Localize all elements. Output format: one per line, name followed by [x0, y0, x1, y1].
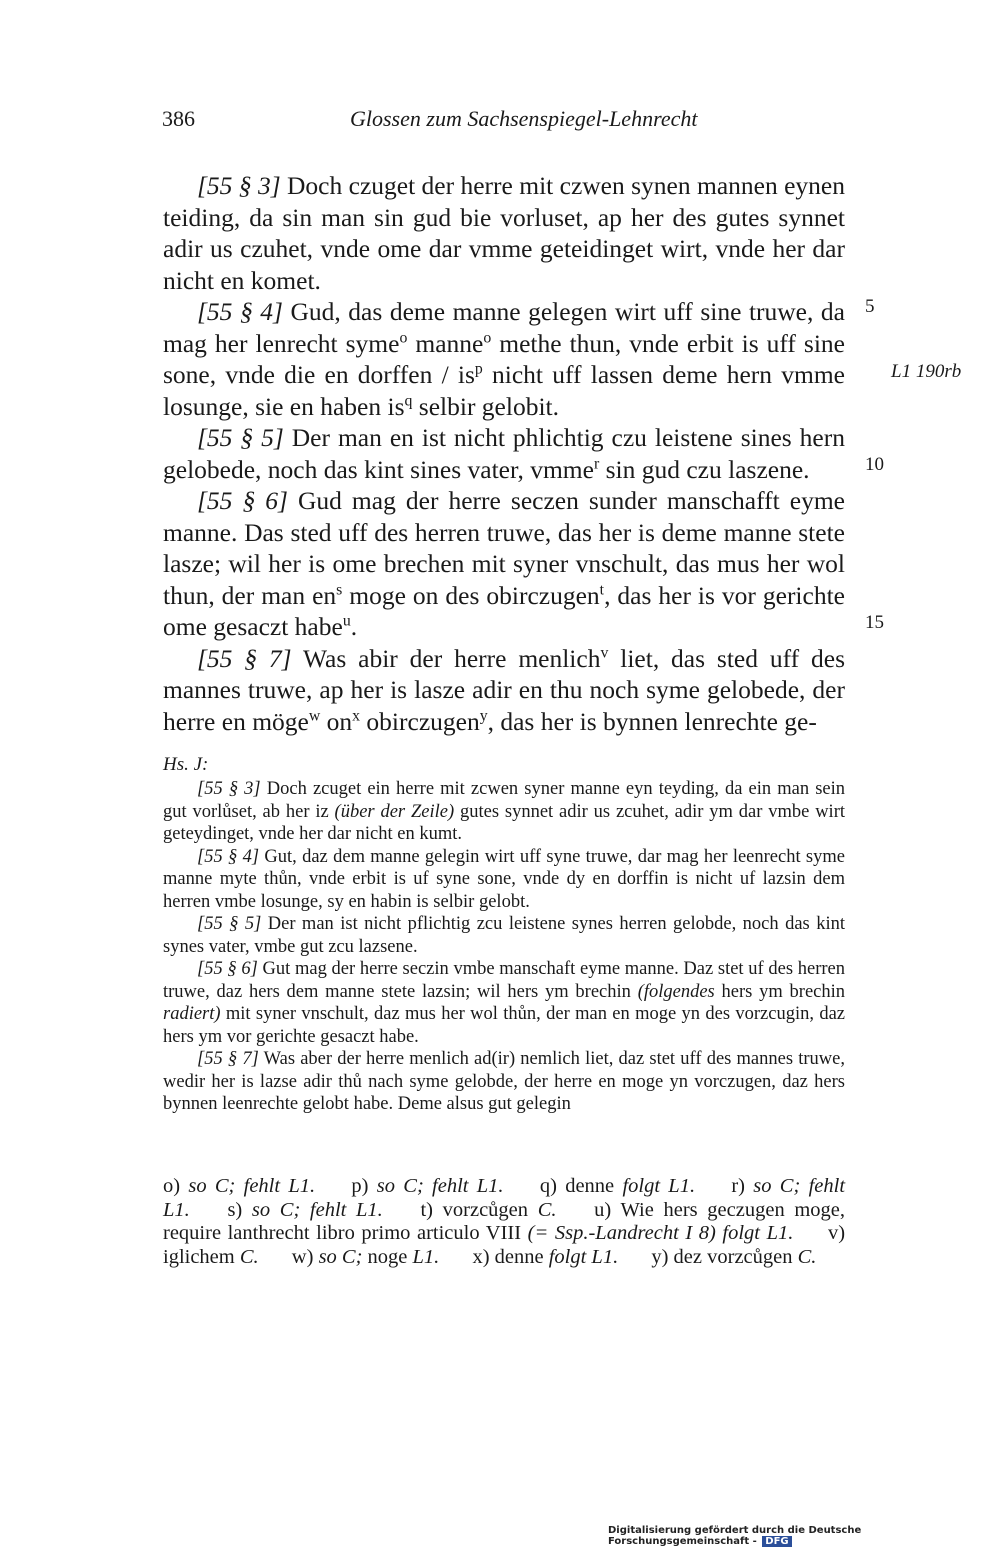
note-text: denne — [565, 1175, 623, 1197]
note-letter: u) — [594, 1198, 612, 1221]
note-mark: x — [352, 707, 361, 724]
editorial-note: (folgendes — [637, 981, 715, 1002]
section-ref: [55 § 5] — [197, 423, 284, 452]
paragraph-text: , das her is bynnen lenrechte ge- — [487, 706, 817, 736]
paragraph-text: Doch czuget der herre mit czwen synen mannen eynen teiding, da sin man sin gud bie vorluset, ap her des gutes synnet adir us czuhet, vnde ome dar vmme geteidinget wirt, vnde her dar nicht en komet. — [163, 171, 845, 295]
note-text: L1. — [412, 1245, 440, 1268]
variant-label: Hs. J: — [163, 754, 209, 775]
paragraph-text: moge on des obirczugen — [342, 580, 600, 610]
page-number: 386 — [162, 106, 195, 131]
paragraph-text: nicht uff lassen deme hern vmme losunge, sie en haben is — [163, 360, 845, 421]
note-text: C. — [797, 1245, 817, 1268]
paragraph-55-3 — [163, 170, 845, 296]
note-text: noge — [362, 1245, 413, 1268]
paragraph-text: Gut, daz dem manne gelegin wirt uff syne truwe, dar mag her leenrecht syme manne myte thůn, vnde erbit is uf syne sone, vnde dy en dorffin is nicht uf lazsin dem herren vmbe losunge, sy en habin is selbir gelobt. — [163, 846, 845, 912]
line-number-15: 15 — [865, 612, 884, 633]
section-ref: [55 § 3] — [197, 171, 281, 200]
paragraph-text: on — [320, 706, 353, 736]
paragraph-text: Was abir der herre menlich — [291, 643, 601, 673]
note-text: C. — [239, 1245, 259, 1268]
note-text: denne — [494, 1245, 549, 1268]
note-text: so C; fehlt L1. — [376, 1175, 504, 1197]
note-text: folgt L1. — [548, 1245, 619, 1268]
notes-block — [163, 1175, 845, 1269]
paragraph-text: liet, das sted uff des mannes truwe, ap her is lasze adir en thu noch syme gelobede, der herre en möge — [163, 643, 845, 736]
note-text: so C; fehlt L1. — [163, 1175, 846, 1221]
line-number-5: 5 — [865, 296, 875, 317]
paragraph-text: Gut mag der herre seczin vmbe manschaft eyme manne. Daz stet uf des herren truwe, daz hers dem manne stete lazsin; wil hers ym brechin — [163, 959, 845, 1002]
margin-sigil: L1 190rb — [891, 361, 962, 382]
paragraph-55-7 — [163, 643, 845, 738]
paragraph-text: Doch zcuget ein herre mit zcwen syner manne eyn teyding, da ein man sein gut vorlůset, ab her iz — [163, 779, 846, 822]
paragraph-text: . — [350, 612, 358, 641]
note-mark: w — [308, 707, 321, 724]
section-ref: [55 § 7] — [197, 643, 292, 673]
editorial-note: (über der Zeile) — [334, 801, 455, 822]
apparatus-notes — [163, 1175, 845, 1269]
main-text — [163, 170, 845, 737]
paragraph-text: Was aber der herre menlich ad(ir) nemlich liet, daz stet uff des mannes truwe, wedir her is lazse adir thů nach syme gelobde, der herre en moge yn vorczugen, daz hers bynnen leenrechte gelobt habe. Deme alsus gut gelegin — [163, 1049, 845, 1114]
note-letter: s) — [227, 1198, 243, 1221]
note-mark: o — [483, 329, 492, 346]
note-letter: y) — [651, 1245, 669, 1268]
note-letter: x) — [472, 1245, 490, 1268]
paragraph-text: selbir gelobit. — [412, 391, 560, 421]
section-ref: [55 § 5] — [197, 914, 262, 934]
paragraph-text: gutes synnet adir us zcuhet, adir ym dar vmbe wirt geteydinget, vnde her dar nicht en kumt. — [163, 801, 846, 844]
paragraph-55-4 — [163, 296, 845, 422]
note-mark: u — [342, 612, 351, 630]
note-mark: v — [600, 644, 609, 661]
note-mark: y — [479, 707, 488, 724]
variant-paragraph — [163, 846, 845, 914]
note-mark: t — [599, 581, 605, 598]
note-letter: w) — [291, 1245, 314, 1268]
paragraph-55-6 — [163, 485, 845, 643]
note-t — [420, 1199, 556, 1221]
paragraph-text: methe thun, vnde erbit is uff sine sone, vnde die en dorffen / is — [163, 328, 845, 389]
note-mark: p — [474, 360, 483, 378]
note-text: so C; — [318, 1245, 363, 1268]
paragraph-text: Der man ist nicht pflichtig zcu leistene synes herren gelobde, noch das kint synes vater, vmbe gut zcu lazsene. — [163, 914, 845, 957]
section-ref: [55 § 4] — [197, 297, 283, 326]
dfg-logo: DFG — [762, 1536, 791, 1547]
paragraph-text: hers ym brechin — [714, 981, 846, 1002]
note-s — [227, 1199, 382, 1221]
note-text: dez vorzcůgen — [673, 1245, 798, 1268]
note-letter: q) — [539, 1175, 557, 1197]
note-letter: o) — [163, 1175, 181, 1197]
note-letter: r) — [731, 1175, 746, 1197]
note-mark: r — [593, 455, 600, 472]
variant-text — [163, 778, 845, 1116]
section-ref: [55 § 7] — [197, 1049, 259, 1069]
paragraph-text: manne — [407, 328, 484, 358]
note-mark: q — [404, 392, 413, 409]
running-title: Glossen zum Sachsenspiegel-Lehnrecht — [350, 106, 698, 131]
note-x — [472, 1246, 618, 1268]
variant-paragraph — [163, 958, 845, 1048]
note-letter: p) — [351, 1175, 369, 1197]
section-ref: [55 § 3] — [197, 779, 261, 799]
variant-paragraph — [163, 1048, 845, 1116]
paragraph-text: Gud, das deme manne gelegen wirt uff sine truwe, da mag her lenrecht syme — [163, 297, 845, 358]
note-o — [163, 1175, 315, 1197]
paragraph-text: sin gud czu laszene. — [599, 454, 810, 484]
paragraph-text: mit syner vnschult, daz mus her wol thůn, der man en moge yn des vorzcugin, daz hers ym vor gerichte gesaczt habe. — [163, 1004, 845, 1047]
note-text: so C; fehlt L1. — [188, 1175, 316, 1197]
editorial-note: radiert) — [163, 1004, 221, 1024]
paragraph-55-5 — [163, 422, 845, 485]
note-p — [351, 1175, 503, 1197]
note-letter: v) — [827, 1222, 846, 1244]
note-text: folgt L1. — [622, 1175, 696, 1197]
paragraph-text: Gud mag der herre seczen sunder manschafft eyme manne. Das sted uff des herren truwe, das her is deme manne stete lasze; wil her is ome brechen mit syner vnschult, das mus her wol thun, der man en — [163, 486, 845, 610]
paragraph-text: , das her is vor gerichte ome gesaczt habe — [163, 580, 845, 641]
section-ref: [55 § 4] — [197, 846, 260, 867]
note-mark: s — [336, 581, 343, 598]
note-text: C. — [537, 1198, 557, 1221]
note-text: (= Ssp.-Landrecht I 8) folgt L1. — [527, 1222, 794, 1244]
line-number-10: 10 — [865, 454, 884, 475]
note-mark: o — [399, 329, 408, 346]
footer-text: Digitalisierung gefördert durch die Deutsche Forschungsgemeinschaft - — [608, 1525, 862, 1547]
note-text: Wie hers geczugen moge, require lanthrecht libro primo articulo VIII — [163, 1198, 846, 1244]
paragraph-text: Der man en ist nicht phlichtig czu leistene sines hern gelobede, noch das kint sines vater, vmme — [163, 423, 845, 484]
variant-paragraph — [163, 778, 845, 846]
note-text: iglichem — [163, 1245, 240, 1268]
note-letter: t) — [420, 1198, 433, 1221]
paragraph-text: obirczugen — [360, 706, 480, 736]
note-text: so C; fehlt L1. — [251, 1198, 383, 1221]
note-w — [292, 1246, 440, 1268]
note-q — [540, 1175, 695, 1197]
section-ref: [55 § 6] — [197, 959, 258, 979]
note-y — [651, 1246, 816, 1268]
variant-paragraph — [163, 913, 845, 958]
section-ref: [55 § 6] — [197, 486, 288, 515]
note-text: vorzcůgen — [442, 1198, 538, 1221]
